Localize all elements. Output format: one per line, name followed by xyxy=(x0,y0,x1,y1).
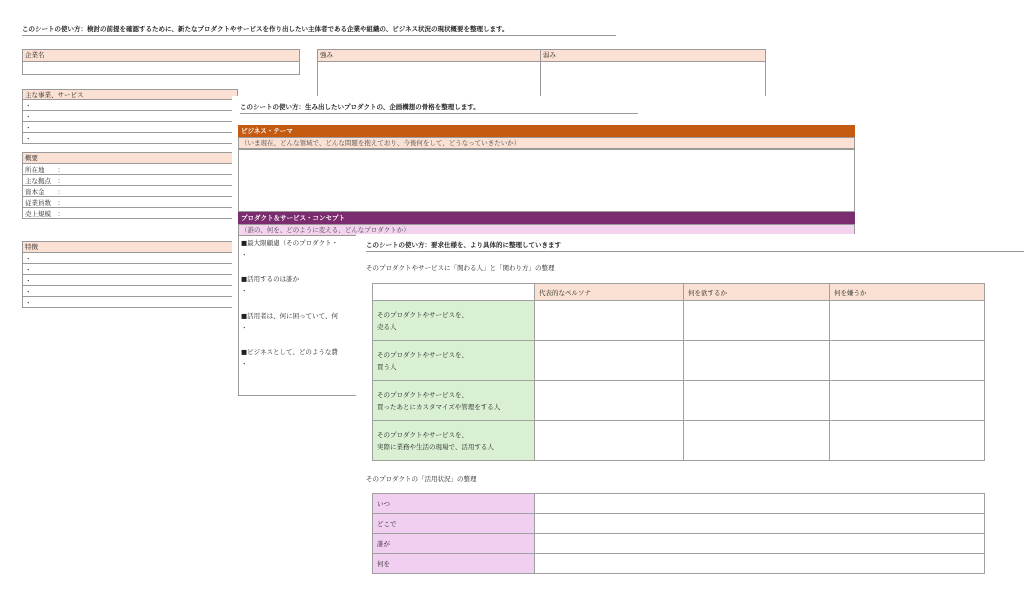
overview-row-sales[interactable]: 売上規模 ： xyxy=(22,208,238,219)
overview-row-capital[interactable]: 資本金 ： xyxy=(22,186,238,197)
usage-label-what: 何を xyxy=(373,554,535,574)
business-theme-bar: ビジネス・テーマ xyxy=(238,125,855,137)
main-business-row[interactable]: ・ xyxy=(22,133,238,144)
usage-label-where: どこで xyxy=(373,514,535,534)
business-theme-field[interactable] xyxy=(238,149,855,212)
features-row[interactable]: ・ xyxy=(22,253,238,264)
table-row xyxy=(373,301,985,341)
column-header-dislikes: 何を嫌うか xyxy=(830,284,985,301)
business-theme-hint: （いま現在、どんな領域で、どんな問題を抱えており、今後何をして、どうなっていきたいか） xyxy=(238,137,855,149)
concept-hint: （誰の、何を、どのように変える、どんなプロダクトか） xyxy=(238,224,855,236)
table-corner-cell xyxy=(373,284,535,301)
table-row xyxy=(373,514,985,534)
section-usage-label: そのプロダクトの「活用状況」の整理 xyxy=(366,475,477,483)
usage-label-who: 誰が xyxy=(373,534,535,554)
table-cell[interactable] xyxy=(684,421,830,461)
stakeholders-table xyxy=(372,283,985,461)
concept-item-bullet[interactable]: ・ xyxy=(241,324,248,332)
concept-item-bullet[interactable]: ・ xyxy=(241,360,248,368)
overview-header: 概要 xyxy=(22,152,238,164)
concept-item-max-value: ■最大限顧慮（そのプロダクト・ xyxy=(241,239,339,247)
table-row xyxy=(373,381,985,421)
concept-item-who-uses: ■活用するのは誰か xyxy=(241,275,300,283)
features-row[interactable]: ・ xyxy=(22,286,238,297)
sheet-requirements xyxy=(356,234,1024,606)
company-name-field[interactable] xyxy=(22,61,300,75)
row-label-line1: そのプロダクトやサービスを、 xyxy=(377,310,468,319)
row-label-line1: そのプロダクトやサービスを、 xyxy=(377,390,468,399)
table-row xyxy=(373,534,985,554)
row-label-line1: そのプロダクトやサービスを、 xyxy=(377,430,468,439)
concept-item-problem: ■活用者は、何に困っていて、何 xyxy=(241,312,339,320)
table-cell[interactable] xyxy=(830,341,985,381)
table-row xyxy=(373,554,985,574)
table-cell[interactable] xyxy=(535,554,985,574)
table-row xyxy=(373,494,985,514)
usage-table xyxy=(372,493,985,574)
features-row[interactable]: ・ xyxy=(22,275,238,286)
row-label-line2: 実際に業務や生活の現場で、活用する人 xyxy=(377,442,494,451)
main-business-row[interactable]: ・ xyxy=(22,100,238,111)
sheet2-title-underline xyxy=(240,113,638,114)
concept-item-business-cost: ■ビジネスとして、どのような費 xyxy=(241,348,338,356)
main-business-header: 主な事業、サービス xyxy=(22,89,238,100)
overview-row-employees[interactable]: 従業員数 ： xyxy=(22,197,238,208)
features-row[interactable]: ・ xyxy=(22,264,238,275)
table-cell[interactable] xyxy=(535,301,684,341)
row-label-users xyxy=(373,421,535,461)
main-business-row[interactable]: ・ xyxy=(22,111,238,122)
column-header-wants: 何を欲するか xyxy=(684,284,830,301)
table-row xyxy=(373,341,985,381)
table-cell[interactable] xyxy=(535,494,985,514)
main-business-row[interactable]: ・ xyxy=(22,122,238,133)
sheet3-title-underline xyxy=(366,251,1024,252)
section-stakeholders-label: そのプロダクトやサービスに「関わる人」と「関わり方」の整理 xyxy=(366,264,555,272)
column-header-persona: 代表的なペルソナ xyxy=(535,284,684,301)
table-cell[interactable] xyxy=(535,534,985,554)
strengths-header: 強み xyxy=(317,49,541,62)
table-cell[interactable] xyxy=(684,341,830,381)
sheet1-title-underline xyxy=(22,35,616,36)
concept-bar: プロダクト＆サービス・コンセプト xyxy=(238,212,855,224)
table-cell[interactable] xyxy=(684,381,830,421)
sheet2-title: このシートの使い方：生み出したいプロダクトの、企画構想の骨格を整理します。 xyxy=(240,103,480,111)
overview-row-location[interactable]: 所在地 ： xyxy=(22,164,238,175)
row-label-customizers xyxy=(373,381,535,421)
table-cell[interactable] xyxy=(535,341,684,381)
table-cell[interactable] xyxy=(535,421,684,461)
row-label-line2: 買う人 xyxy=(377,362,397,371)
table-cell[interactable] xyxy=(535,381,684,421)
table-cell[interactable] xyxy=(830,301,985,341)
features-row[interactable]: ・ xyxy=(22,297,238,308)
sheet3-title: このシートの使い方：要求仕様を、より具体的に整理していきます xyxy=(366,241,561,249)
usage-label-when: いつ xyxy=(373,494,535,514)
table-cell[interactable] xyxy=(535,514,985,534)
concept-item-bullet[interactable]: ・ xyxy=(241,251,248,259)
table-cell[interactable] xyxy=(830,381,985,421)
features-header: 特徴 xyxy=(22,241,238,253)
table-row xyxy=(373,421,985,461)
sheet1-title: このシートの使い方：検討の前提を確認するために、新たなプロダクトやサービスを作り出したい主体者である企業や組織の、ビジネス状況の現状概要を整理します。 xyxy=(22,25,509,33)
row-label-sellers xyxy=(373,301,535,341)
row-label-buyers xyxy=(373,341,535,381)
concept-item-bullet[interactable]: ・ xyxy=(241,287,248,295)
overview-row-bases[interactable]: 主な拠点 ： xyxy=(22,175,238,186)
row-label-line2: 買ったあとにカスタマイズや管理をする人 xyxy=(377,402,501,411)
row-label-line2: 売る人 xyxy=(377,322,397,331)
weaknesses-header: 弱み xyxy=(540,49,766,62)
row-label-line1: そのプロダクトやサービスを、 xyxy=(377,350,468,359)
table-cell[interactable] xyxy=(830,421,985,461)
table-cell[interactable] xyxy=(684,301,830,341)
company-name-header: 企業名 xyxy=(22,49,300,62)
